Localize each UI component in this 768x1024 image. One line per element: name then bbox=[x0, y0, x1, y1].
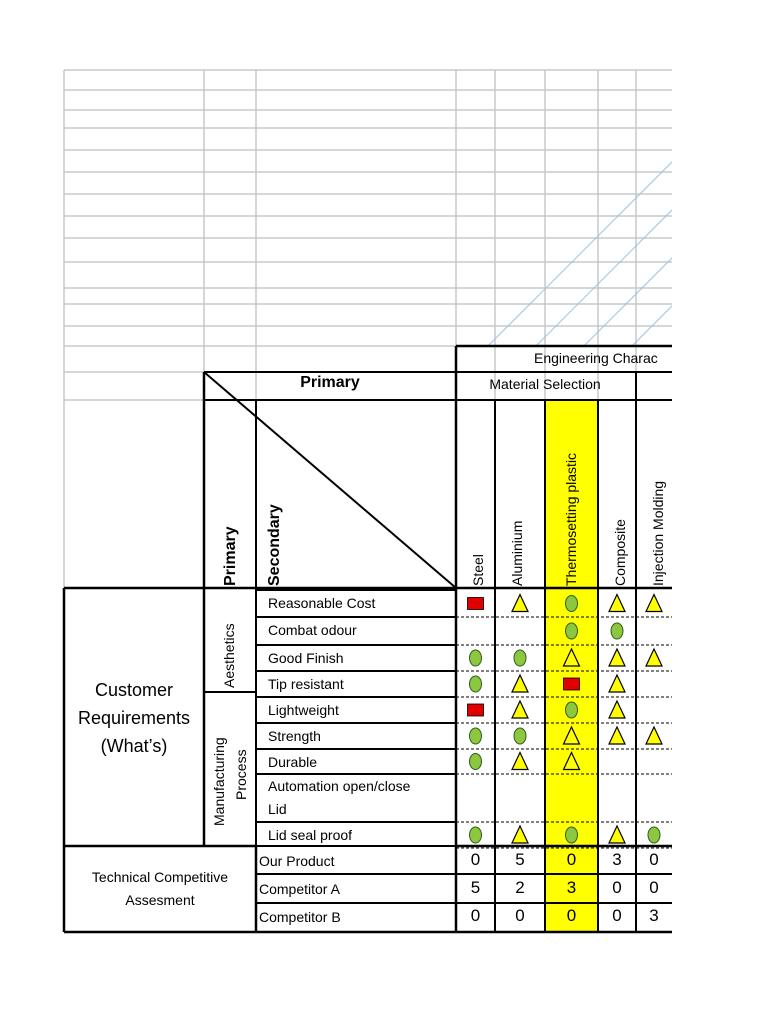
requirement-label: Strength bbox=[268, 728, 321, 744]
requirement-label: Durable bbox=[268, 754, 318, 770]
engineering-characteristics-label: Engineering Charac bbox=[534, 350, 658, 366]
green-circle-icon bbox=[566, 702, 578, 718]
yellow-triangle-icon bbox=[512, 753, 528, 770]
assessment-value: 0 bbox=[566, 906, 577, 925]
technical-assessment-label: Technical Competitive bbox=[91, 869, 229, 885]
requirement-label: Lid bbox=[268, 801, 287, 817]
primary-column-label: Primary bbox=[222, 526, 239, 586]
assessment-value: 5 bbox=[515, 850, 525, 869]
yellow-triangle-icon bbox=[609, 649, 625, 666]
requirement-label: Good Finish bbox=[268, 650, 344, 666]
diagonal-line bbox=[204, 372, 456, 588]
green-circle-icon bbox=[566, 596, 578, 612]
requirement-label: Reasonable Cost bbox=[268, 595, 376, 611]
column-header: Composite bbox=[612, 519, 628, 586]
customer-requirements-label: (What’s) bbox=[100, 736, 168, 756]
assessment-value: 5 bbox=[470, 878, 481, 897]
column-header: Thermosetting plastic bbox=[563, 452, 579, 586]
assessment-value: 0 bbox=[612, 906, 622, 925]
yellow-triangle-icon bbox=[609, 701, 625, 718]
material-selection-label: Material Selection bbox=[489, 376, 601, 392]
assessment-value: 0 bbox=[612, 878, 622, 897]
customer-requirements-label: Customer bbox=[94, 680, 174, 700]
assessment-value: 3 bbox=[649, 906, 659, 925]
column-header: Aluminium bbox=[509, 520, 525, 586]
yellow-triangle-icon bbox=[609, 595, 625, 612]
primary-header: Primary bbox=[300, 374, 360, 391]
green-circle-icon bbox=[566, 623, 578, 639]
yellow-triangle-icon bbox=[646, 595, 662, 612]
assessment-row-label: Competitor B bbox=[259, 909, 341, 925]
assessment-value: 0 bbox=[649, 878, 659, 897]
yellow-triangle-icon bbox=[512, 675, 528, 692]
green-circle-icon bbox=[470, 754, 482, 770]
green-circle-icon bbox=[648, 827, 660, 843]
green-circle-icon bbox=[470, 676, 482, 692]
requirement-label: Automation open/close bbox=[268, 778, 411, 794]
green-circle-icon bbox=[470, 728, 482, 744]
assessment-value: 0 bbox=[515, 906, 525, 925]
secondary-column-label: Secondary bbox=[266, 504, 283, 586]
yellow-triangle-icon bbox=[609, 826, 625, 843]
group-label-aesthetics: Aesthetics bbox=[221, 623, 237, 688]
group-label-manufacturing: Manufacturing bbox=[211, 737, 227, 826]
customer-requirements-label: Requirements bbox=[77, 708, 191, 728]
requirement-label: Combat odour bbox=[268, 622, 357, 638]
assessment-value: 0 bbox=[566, 850, 577, 869]
column-header: Steel bbox=[470, 554, 486, 586]
red-square-icon bbox=[468, 598, 484, 610]
yellow-triangle-icon bbox=[609, 727, 625, 744]
yellow-triangle-icon bbox=[646, 649, 662, 666]
assessment-value: 2 bbox=[515, 878, 525, 897]
assessment-row-label: Competitor A bbox=[259, 881, 340, 897]
red-square-icon bbox=[564, 678, 580, 690]
green-circle-icon bbox=[470, 650, 482, 666]
assessment-value: 0 bbox=[470, 906, 481, 925]
yellow-triangle-icon bbox=[512, 701, 528, 718]
requirement-label: Tip resistant bbox=[268, 676, 344, 692]
yellow-triangle-icon bbox=[609, 675, 625, 692]
green-circle-icon bbox=[566, 827, 578, 843]
requirement-label: Lightweight bbox=[268, 702, 339, 718]
group-label-process: Process bbox=[233, 749, 249, 800]
red-square-icon bbox=[468, 704, 484, 716]
green-circle-icon bbox=[514, 728, 526, 744]
column-header: Injection Molding bbox=[650, 480, 666, 586]
technical-assessment-label: Assesment bbox=[125, 892, 195, 908]
yellow-triangle-icon bbox=[512, 826, 528, 843]
assessment-value: 3 bbox=[612, 850, 622, 869]
assessment-value: 0 bbox=[649, 850, 659, 869]
green-circle-icon bbox=[611, 623, 623, 639]
requirement-label: Lid seal proof bbox=[268, 827, 353, 843]
green-circle-icon bbox=[470, 827, 482, 843]
assessment-value: 0 bbox=[470, 850, 481, 869]
assessment-row-label: Our Product bbox=[259, 853, 335, 869]
green-circle-icon bbox=[514, 650, 526, 666]
assessment-value: 3 bbox=[566, 878, 577, 897]
yellow-triangle-icon bbox=[646, 727, 662, 744]
yellow-triangle-icon bbox=[512, 595, 528, 612]
